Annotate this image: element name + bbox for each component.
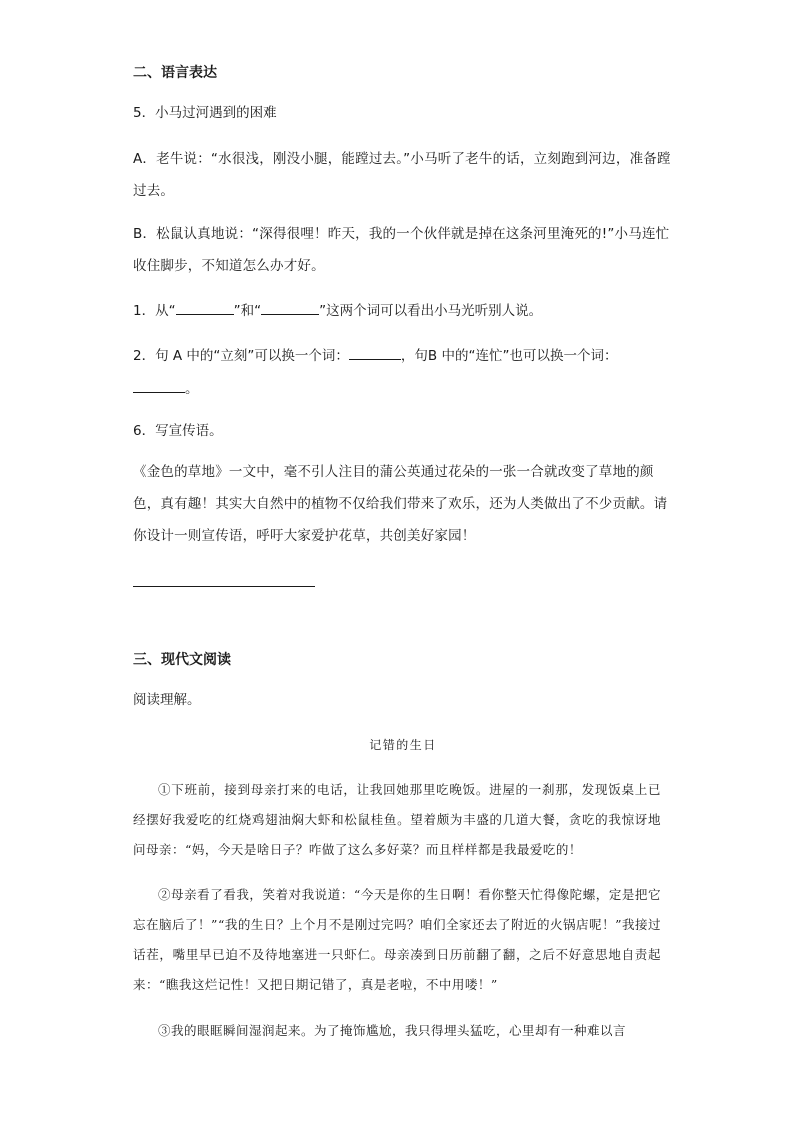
story-paragraph-3: ③我的眼眶瞬间湿润起来。为了掩饰尴尬，我只得埋头猛吃，心里却有一种难以言 bbox=[158, 1023, 627, 1038]
question-5-option-a: A．老牛说：“水很浅，刚没小腿，能蹚过去。”小马听了老牛的话，立刻跑到河边，准备蹚过去。 bbox=[133, 151, 671, 199]
question-6-text: 《金色的草地》一文中，毫不引人注目的蒲公英通过花朵的一张一合就改变了草地的颜色，真有趣！其实大自然中的植物不仅给我们带来了欢乐，还为人类做出了不少贡献。请你设计一则宣传语，呼吁大家爱护花草，共创美好家园！ bbox=[133, 464, 668, 544]
question-5-sub-2 bbox=[133, 345, 673, 366]
blank-2[interactable] bbox=[261, 300, 319, 315]
reading-intro: 阅读理解。 bbox=[133, 692, 201, 708]
blank-4[interactable] bbox=[133, 378, 185, 393]
sub2-text-1: 2．句 A 中的“立刻”可以换一个词： bbox=[133, 348, 349, 364]
story-paragraph-2: ②母亲看了看我，笑着对我说道：“今天是你的生日啊！看你整天忙得像陀螺，定是把它忘在脑后了！”“我的生日？上个月不是刚过完吗？咱们全家还去了附近的火锅店呢！”我接过话茬，嘴里早已迫不及待地塞进一只虾仁。母亲凑到日历前翻了翻，之后不好意思地自责起来：“瞧我这烂记性！又把日期记错了，真是老啦，不中用喽！” bbox=[133, 887, 661, 992]
sub1-text-3: ”这两个词可以看出小马光听别人说。 bbox=[319, 303, 543, 319]
story-title: 记错的生日 bbox=[369, 738, 437, 752]
question-5-sub-1 bbox=[133, 300, 673, 321]
blank-1[interactable] bbox=[176, 300, 234, 315]
sub1-text-1: 1．从“ bbox=[133, 303, 176, 319]
story-paragraph-1: ①下班前，接到母亲打来的电话，让我回她那里吃晚饭。进屋的一刹那，发现饭桌上已经摆好我爱吃的红烧鸡翅油焖大虾和松鼠桂鱼。望着颇为丰盛的几道大餐，贪吃的我惊讶地问母亲：“妈，今天是啥日子？咋做了这么多好菜？而且样样都是我最爱吃的！ bbox=[133, 782, 661, 857]
sub2-text-3: 。 bbox=[185, 381, 199, 397]
sub1-text-2: ”和“ bbox=[233, 303, 262, 319]
question-6-title: 6．写宣传语。 bbox=[133, 423, 223, 439]
sub2-text-2: ，句B 中的“连忙”也可以换一个词： bbox=[400, 348, 618, 364]
blank-3[interactable] bbox=[349, 345, 401, 360]
question-5-title: 5．小马过河遇到的困难 bbox=[133, 105, 277, 121]
question-5-option-b: B．松鼠认真地说：“深得很哩！昨天，我的一个伙伴就是掉在这条河里淹死的!”小马连忙收住脚步，不知道怎么办才好。 bbox=[133, 226, 670, 274]
question-5-sub-2-cont bbox=[133, 378, 673, 399]
answer-line[interactable] bbox=[133, 586, 315, 587]
section-heading-language: 二、语言表达 bbox=[133, 65, 217, 81]
section-heading-reading: 三、现代文阅读 bbox=[133, 652, 231, 668]
